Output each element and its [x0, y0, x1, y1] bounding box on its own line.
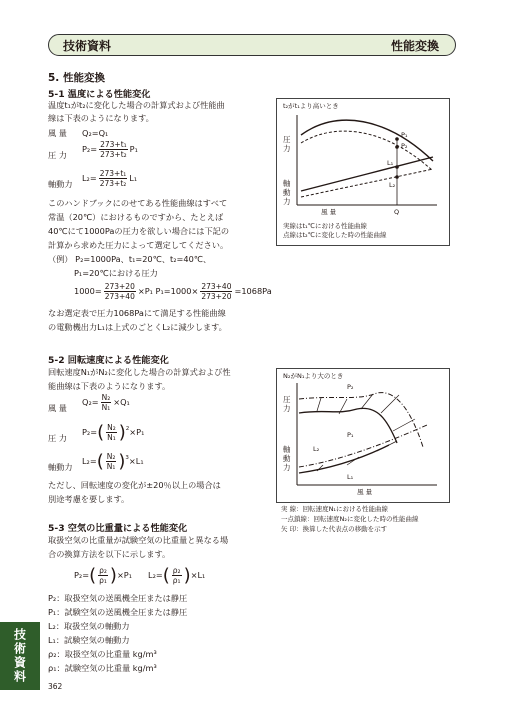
s1-example-line-1: （例） P₂=1000Pa、t₁=20℃、t₂=40℃、: [48, 254, 212, 264]
s1-pressure-denominator: 273+t₂: [100, 150, 127, 159]
s2-pressure-lhs: P₂=: [82, 427, 98, 437]
s2-pressure-fraction: [106, 423, 117, 442]
s2-flow-lhs: Q₂=: [82, 397, 99, 407]
s1-power-fraction: [99, 169, 128, 188]
s3-definition-rho2: ρ₂：取扱空気の比重量 kg/m³: [48, 649, 157, 659]
fig1-l2-point: [395, 175, 399, 179]
s2-note-line-2: 別途考慮を要します。: [48, 494, 130, 504]
fig1-power-axis-label: 軸動力: [283, 179, 291, 206]
s3-pressure-lhs: P₂=: [74, 570, 90, 580]
s2-note-line-1: ただし、回転速度の変化が±20％以上の場合は: [48, 480, 221, 490]
fig1-p1-point: [395, 137, 399, 141]
s3-pressure-fraction: [98, 566, 108, 585]
s2-intro-line-1: 回転速度N₁がN₂に変化した場合の計算式および性: [48, 367, 231, 377]
s1-intro-line-2: 線は下表のようになります。: [48, 113, 154, 123]
fig2-conversion-arrows: [317, 394, 415, 471]
s1-calc-numerator-1: 273+20: [104, 282, 135, 291]
s3-power-fraction: [172, 566, 182, 585]
fig1-l2-label: L₂: [389, 181, 396, 189]
temperature-performance-figure: [276, 98, 450, 246]
s1-power-numerator: 273+t₁: [99, 169, 127, 178]
fig2-legend-arrow: 矢 印：換算した代表点の移動を示す: [281, 525, 388, 533]
s1-pressure-numerator: 273+t₁: [100, 140, 127, 149]
s3-pressure-paren-open: (: [89, 564, 97, 586]
fig1-p2-label: P₂: [401, 142, 408, 150]
s2-power-denominator: N₁: [106, 462, 116, 471]
fig1-power-curve-dashed: [301, 169, 433, 197]
s2-power-paren-close: ): [118, 450, 126, 472]
subsection-title-5-3: 5-3 空気の比重量による性能変化: [48, 523, 188, 534]
s3-power-rhs: ×L₁: [190, 570, 206, 580]
s3-power-paren-open: (: [162, 564, 170, 586]
s2-pressure-paren-close: ): [118, 421, 126, 443]
s2-pressure-denominator: N₁: [107, 433, 116, 442]
fig1-q-label: Q: [394, 208, 400, 216]
subsection-title-5-1: 5-1 温度による性能変化: [48, 89, 151, 100]
fig2-l2-label: L₂: [313, 445, 320, 453]
s2-power-label: 軸動力: [48, 462, 73, 472]
s3-definition-p2: P₂：取扱空気の送風機全圧または静圧: [48, 593, 188, 603]
fig2-p1-label: P₁: [347, 431, 354, 439]
s3-density-equations: [74, 566, 205, 585]
fig1-l1-label: L₁: [387, 159, 394, 167]
fig1-p2-point: [395, 145, 399, 149]
s1-power-equation: [82, 169, 137, 188]
s2-pressure-exponent: 2: [125, 426, 130, 432]
s2-flow-fraction: [101, 393, 112, 412]
s1-body-line-1: このハンドブックにのせてある性能曲線はすべて: [48, 198, 228, 208]
fig1-p1-label: P₁: [401, 131, 408, 139]
s2-power-rhs: ×L₁: [128, 456, 144, 466]
s2-flow-rhs: ×Q₁: [113, 397, 130, 407]
s1-pressure-fraction: [99, 140, 128, 159]
s1-note-line-2: の電動機出力L₁は上式のごとくL₂に減少します。: [48, 322, 227, 332]
s3-power-lhs: L₂=: [148, 570, 163, 580]
fig2-caption: N₂がN₁より大のとき: [283, 372, 344, 380]
s1-body-line-2: 常温（20℃）におけるものですから、たとえば: [48, 212, 224, 222]
s1-flow-equation: Q₂=Q₁: [82, 128, 109, 138]
s1-pressure-rhs: P₁: [129, 144, 138, 154]
fig1-caption: t₂がt₁より高いとき: [283, 102, 339, 110]
fig1-pressure-axis-label: 圧力: [283, 135, 291, 153]
s1-calc-middle: ×P₁ P₁=1000×: [137, 286, 199, 296]
s3-power-denominator: ρ₁: [172, 576, 181, 585]
fig1-legend-solid: 実線はt₁℃における性能曲線: [283, 222, 367, 230]
s1-pressure-lhs: P₂=: [82, 144, 98, 154]
s2-intro-line-2: 能曲線は下表のようになります。: [48, 381, 171, 391]
s1-flow-label: 風 量: [48, 128, 67, 138]
s1-power-rhs: L₁: [129, 173, 138, 183]
s2-flow-numerator: N₂: [101, 393, 111, 402]
s1-power-lhs: L₂=: [82, 173, 97, 183]
s3-intro-line-2: 合の換算方法を以下に示します。: [48, 549, 171, 559]
fig2-x-axis-label: 風 量: [357, 488, 373, 496]
page-number: 362: [48, 682, 63, 691]
section-title: 5. 性能変換: [48, 72, 105, 84]
s2-power-paren-open: (: [96, 450, 104, 472]
s1-body-line-3: 40℃にて1000Paの圧力を欲しい場合には下記の: [48, 226, 230, 236]
fig2-l1-label: L₁: [347, 473, 354, 481]
s2-power-lhs: L₂=: [82, 456, 97, 466]
page-header: [48, 34, 456, 56]
s1-pressure-label: 圧 力: [48, 150, 67, 160]
fig1-power-curve-solid: [301, 157, 433, 191]
s3-definition-rho1: ρ₁：試験空気の比重量 kg/m³: [48, 663, 157, 673]
fig1-l1-point: [395, 165, 399, 169]
s2-power-numerator: N₂: [106, 452, 116, 461]
s3-definition-p1: P₁：試験空気の送風機全圧または静圧: [48, 607, 188, 617]
s1-pressure-equation: [82, 140, 138, 159]
s1-calc-fraction-1: [104, 282, 136, 301]
s1-calc-numerator-2: 273+40: [201, 282, 232, 291]
s2-pressure-equation: [82, 423, 144, 442]
fig2-pressure-axis-label: 圧力: [283, 395, 291, 413]
s3-pressure-numerator: ρ₂: [99, 566, 107, 575]
s1-example-line-2: P₁=20℃における圧力: [74, 268, 158, 278]
s1-calc-denominator-2: 273+20: [201, 292, 232, 301]
fig2-p2-label: P₂: [347, 383, 354, 391]
fig1-pressure-curve-solid: [301, 120, 433, 161]
s2-power-fraction: [106, 452, 117, 471]
fig2-legend-solid: 実 線：回転速度N₁における性能曲線: [281, 505, 389, 513]
s1-calc-fraction-2: [200, 282, 232, 301]
s1-calc-rhs: =1068Pa: [234, 286, 272, 296]
s2-flow-label: 風 量: [48, 403, 67, 413]
fig2-power-axis-label: 軸動力: [283, 445, 291, 472]
s3-power-paren-close: ): [183, 564, 191, 586]
s1-power-label: 軸動力: [48, 179, 73, 189]
s1-note-line-1: なお選定表で圧力1068Paにて満足する性能曲線: [48, 308, 226, 318]
fig1-pressure-curve-dashed: [301, 131, 433, 171]
s1-intro-line-1: 温度t₁がt₂に変化した場合の計算式および性能曲: [48, 100, 225, 110]
s3-pressure-paren-close: ): [109, 564, 117, 586]
s2-power-exponent: 3: [125, 455, 129, 461]
s2-pressure-numerator: N₂: [107, 423, 116, 432]
s2-flow-equation: [82, 393, 130, 412]
header-category: 技術資料: [63, 39, 112, 53]
fig2-curves: [277, 369, 449, 502]
s1-body-line-4: 計算から求めた圧力によって選定してください。: [48, 240, 229, 250]
fig1-legend-dashed: 点線はt₂℃に変化した時の性能曲線: [283, 231, 387, 239]
s1-power-denominator: 273+t₂: [99, 179, 127, 188]
s3-pressure-rhs: ×P₁: [116, 570, 133, 580]
fig1-x-axis-label: 風 量: [321, 208, 337, 216]
s2-flow-denominator: N₁: [101, 403, 111, 412]
s2-pressure-label: 圧 力: [48, 433, 67, 443]
subsection-title-5-2: 5-2 回転速度による性能変化: [48, 355, 169, 366]
fig2-pressure-curve-n2: [299, 393, 423, 447]
s3-definition-l2: L₂：取扱空気の軸動力: [48, 621, 130, 631]
s1-calc-denominator-1: 273+40: [104, 292, 135, 301]
s3-definition-l1: L₁：試験空気の軸動力: [48, 635, 130, 645]
s3-intro-line-1: 取扱空気の比重量が試験空気の比重量と異なる場: [48, 535, 229, 545]
header-topic: 性能変換: [390, 39, 439, 53]
s1-calc-lhs: 1000=: [74, 286, 102, 296]
fig2-legend-dashdot: 一点鎖線：回転速度N₂に変化した時の性能曲線: [281, 515, 419, 523]
s3-power-numerator: ρ₂: [172, 566, 181, 575]
s3-pressure-denominator: ρ₁: [99, 576, 107, 585]
side-index-tab: 技術資料: [0, 622, 40, 690]
s2-pressure-rhs: ×P₁: [129, 427, 145, 437]
s2-pressure-paren-open: (: [97, 421, 105, 443]
rotation-speed-performance-figure: [276, 368, 450, 503]
s1-calculation: [74, 282, 272, 301]
s2-power-equation: [82, 452, 144, 471]
